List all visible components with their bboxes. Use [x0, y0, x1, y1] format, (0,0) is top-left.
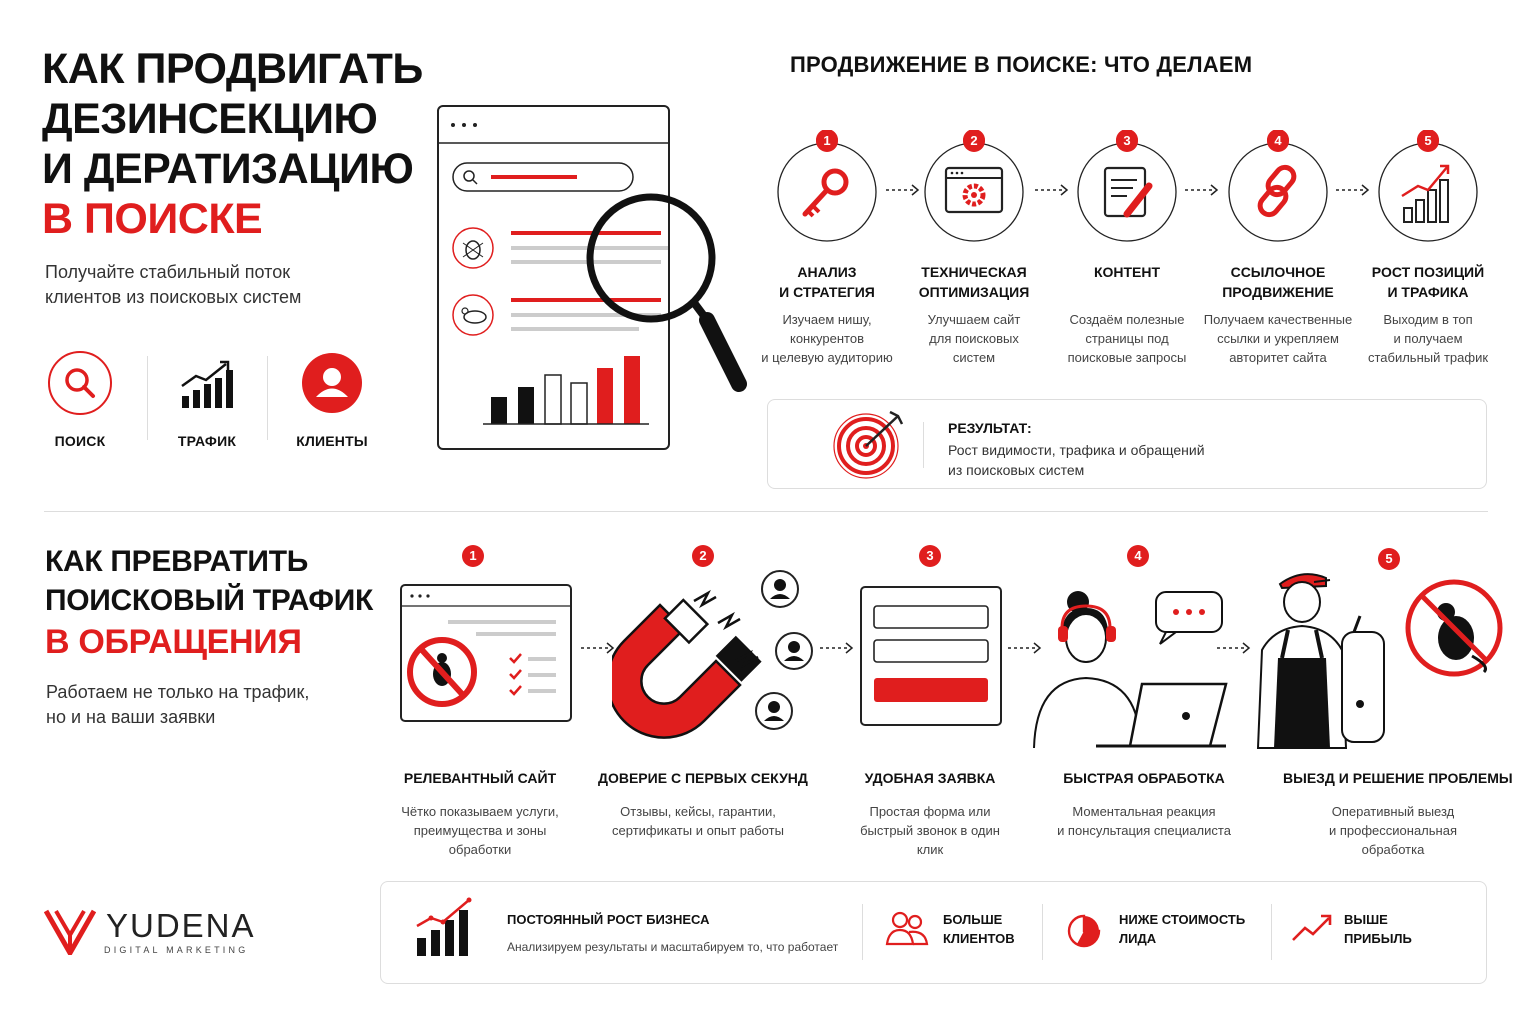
step-title: АНАЛИЗ	[797, 264, 857, 280]
growth-text: Анализируем результаты и масштабируем то, что работает	[507, 940, 839, 954]
step-analysis	[747, 130, 907, 367]
divider	[862, 904, 863, 960]
step-desc: Получаем качественные	[1203, 312, 1353, 327]
step-desc: и целевую аудиторию	[761, 350, 893, 365]
step-title: И ТРАФИКА	[1387, 284, 1469, 300]
step-title: ТЕХНИЧЕСКАЯ	[921, 264, 1027, 280]
step-desc: и получаем	[1393, 331, 1463, 346]
magnifier-icon	[585, 192, 750, 397]
conversion-step-desc: Оперативный выезд	[1331, 804, 1455, 819]
benefit-line: ВЫШЕ	[1344, 912, 1388, 927]
step-number: 2	[963, 130, 985, 152]
step-desc: систем	[952, 350, 996, 365]
divider	[1271, 904, 1272, 960]
divider	[147, 356, 148, 440]
benefit-clients	[943, 910, 1015, 948]
benefit-lead-cost	[1119, 910, 1245, 948]
logo-tagline: DIGITAL MARKETING	[104, 945, 249, 955]
conversion-step-desc: Чётко показываем услуги,	[401, 804, 559, 819]
step-growth	[1348, 130, 1508, 367]
feature-label: ПОИСК	[54, 433, 106, 449]
step-desc: Улучшаем сайт	[927, 312, 1021, 327]
conversion-subtitle-line: но и на ваши заявки	[46, 707, 216, 727]
feature-traffic	[152, 350, 262, 449]
conversion-title	[45, 542, 405, 662]
benefit-profit	[1344, 910, 1412, 948]
step-desc: ссылки и укрепляем	[1217, 331, 1339, 346]
step-number: 3	[1116, 130, 1138, 152]
conversion-number: 4	[1127, 545, 1149, 567]
step-desc: авторитет сайта	[1229, 350, 1327, 365]
conversion-step-title: ВЫЕЗД И РЕШЕНИЕ ПРОБЛЕМЫ	[1283, 770, 1513, 786]
conversion-step-desc: и понсультация специалиста	[1057, 823, 1231, 838]
conversion-step-desc: сертификаты и опыт работы	[612, 823, 784, 838]
client-icon	[299, 350, 365, 416]
conversion-step-desc: Отзывы, кейсы, гарантии,	[620, 804, 776, 819]
result-line: из поисковых систем	[948, 462, 1085, 478]
conversion-number: 5	[1378, 548, 1400, 570]
result-line: Рост видимости, трафика и обращений	[948, 442, 1205, 458]
brand-logo	[44, 907, 254, 957]
step-content	[1047, 130, 1207, 367]
benefit-line: ПРИБЫЛЬ	[1344, 931, 1412, 946]
feature-search	[25, 350, 135, 449]
divider	[267, 356, 268, 440]
benefit-line: НИЖЕ СТОИМОСТЬ	[1119, 912, 1246, 927]
result-panel	[767, 399, 1487, 489]
benefit-line: ЛИДА	[1119, 931, 1157, 946]
conversion-step-desc: преимущества и зоны	[413, 823, 547, 838]
feature-clients	[277, 350, 387, 449]
conversion-step-desc: и профессиональная	[1328, 823, 1457, 838]
step-links	[1198, 130, 1358, 367]
step-tech	[894, 130, 1054, 367]
conversion-subtitle	[46, 680, 376, 730]
conversion-title-line: ПОИСКОВЫЙ ТРАФИК	[45, 584, 373, 617]
growth-title: ПОСТОЯННЫЙ РОСТ БИЗНЕСА	[507, 912, 710, 927]
conversion-step-desc: быстрый звонок в один	[860, 823, 1000, 838]
pie-chart-icon	[1067, 912, 1105, 950]
operator-illustration	[1030, 588, 1230, 750]
conversion-step-desc: обработки	[448, 842, 512, 857]
conversion-number: 1	[462, 545, 484, 567]
conversion-step-processing	[1044, 770, 1244, 840]
arrow-right-icon	[820, 642, 856, 654]
conversion-number: 2	[692, 545, 714, 567]
result-text	[948, 440, 1248, 480]
conversion-step-form	[830, 770, 1030, 859]
conversion-step-desc: Простая форма или	[869, 804, 991, 819]
yudena-logo-icon	[44, 909, 96, 955]
step-title: ССЫЛОЧНОЕ	[1230, 264, 1326, 280]
step-desc: поисковые запросы	[1067, 350, 1187, 365]
magnet-icon	[612, 565, 817, 740]
divider	[923, 422, 924, 468]
divider	[1042, 904, 1043, 960]
step-desc: стабильный трафик	[1367, 350, 1489, 365]
logo-name: YUDENA	[106, 907, 256, 944]
step-title: КОНТЕНТ	[1093, 264, 1161, 280]
exterminator-illustration	[1254, 566, 1504, 750]
hero-subtitle-line: клиентов из поисковых систем	[45, 287, 302, 307]
users-icon	[885, 908, 929, 950]
step-desc: Выходим в топ	[1383, 312, 1473, 327]
arrow-right-icon	[1217, 642, 1253, 654]
step-number: 5	[1417, 130, 1439, 152]
step-desc: Создаём полезные	[1069, 312, 1185, 327]
step-title: РОСТ ПОЗИЦИЙ	[1371, 264, 1485, 280]
target-icon	[832, 406, 912, 484]
trend-up-icon	[1291, 912, 1333, 944]
traffic-chart-icon	[174, 350, 240, 416]
conversion-step-visit	[1283, 770, 1513, 859]
step-title: И СТРАТЕГИЯ	[779, 284, 875, 300]
hero-subtitle-line: Получайте стабильный поток	[45, 262, 291, 282]
conversion-step-desc: клик	[916, 842, 944, 857]
conversion-number: 3	[919, 545, 941, 567]
business-growth-icon	[415, 896, 477, 958]
conversion-step-desc: Моментальная реакция	[1072, 804, 1216, 819]
step-desc: конкурентов	[789, 331, 864, 346]
step-number: 1	[816, 130, 838, 152]
conversion-subtitle-line: Работаем не только на трафик,	[46, 682, 310, 702]
step-desc: для поисковых	[929, 331, 1019, 346]
hero-title	[42, 44, 442, 244]
conversion-step-title: ДОВЕРИЕ С ПЕРВЫХ СЕКУНД	[598, 770, 808, 786]
search-icon	[47, 350, 113, 416]
step-title: ПРОДВИЖЕНИЕ	[1222, 284, 1334, 300]
relevant-site-illustration	[400, 584, 572, 722]
conversion-step-relevant	[380, 770, 580, 859]
step-number: 4	[1267, 130, 1289, 152]
conversion-title-line: КАК ПРЕВРАТИТЬ	[45, 545, 308, 578]
conversion-step-title: РЕЛЕВАНТНЫЙ САЙТ	[403, 770, 557, 786]
conversion-step-title: УДОБНАЯ ЗАЯВКА	[864, 770, 996, 786]
hero-title-line: КАК ПРОДВИГАТЬ	[42, 45, 423, 93]
conversion-step-desc: обработка	[1361, 842, 1425, 857]
form-icon	[860, 586, 1002, 726]
benefit-line: БОЛЬШЕ	[943, 912, 1003, 927]
conversion-step-title: БЫСТРАЯ ОБРАБОТКА	[1063, 770, 1225, 786]
hero-subtitle	[45, 260, 365, 310]
hero-title-line: И ДЕРАТИЗАЦИЮ	[42, 145, 414, 193]
result-title: РЕЗУЛЬТАТ:	[948, 420, 1032, 436]
benefits-panel	[380, 881, 1487, 984]
conversion-title-accent: В ОБРАЩЕНИЯ	[45, 623, 302, 661]
conversion-step-trust	[598, 770, 808, 840]
feature-label: КЛИЕНТЫ	[296, 433, 368, 449]
step-title: ОПТИМИЗАЦИЯ	[918, 284, 1030, 300]
step-desc: Изучаем нишу,	[782, 312, 872, 327]
hero-title-accent: В ПОИСКЕ	[42, 195, 263, 243]
steps-title: ПРОДВИЖЕНИЕ В ПОИСКЕ: ЧТО ДЕЛАЕМ	[790, 52, 1253, 77]
step-desc: страницы под	[1085, 331, 1169, 346]
feature-label: ТРАФИК	[177, 433, 237, 449]
section-divider	[44, 511, 1488, 512]
benefit-line: КЛИЕНТОВ	[943, 931, 1015, 946]
hero-title-line: ДЕЗИНСЕКЦИЮ	[42, 95, 378, 143]
